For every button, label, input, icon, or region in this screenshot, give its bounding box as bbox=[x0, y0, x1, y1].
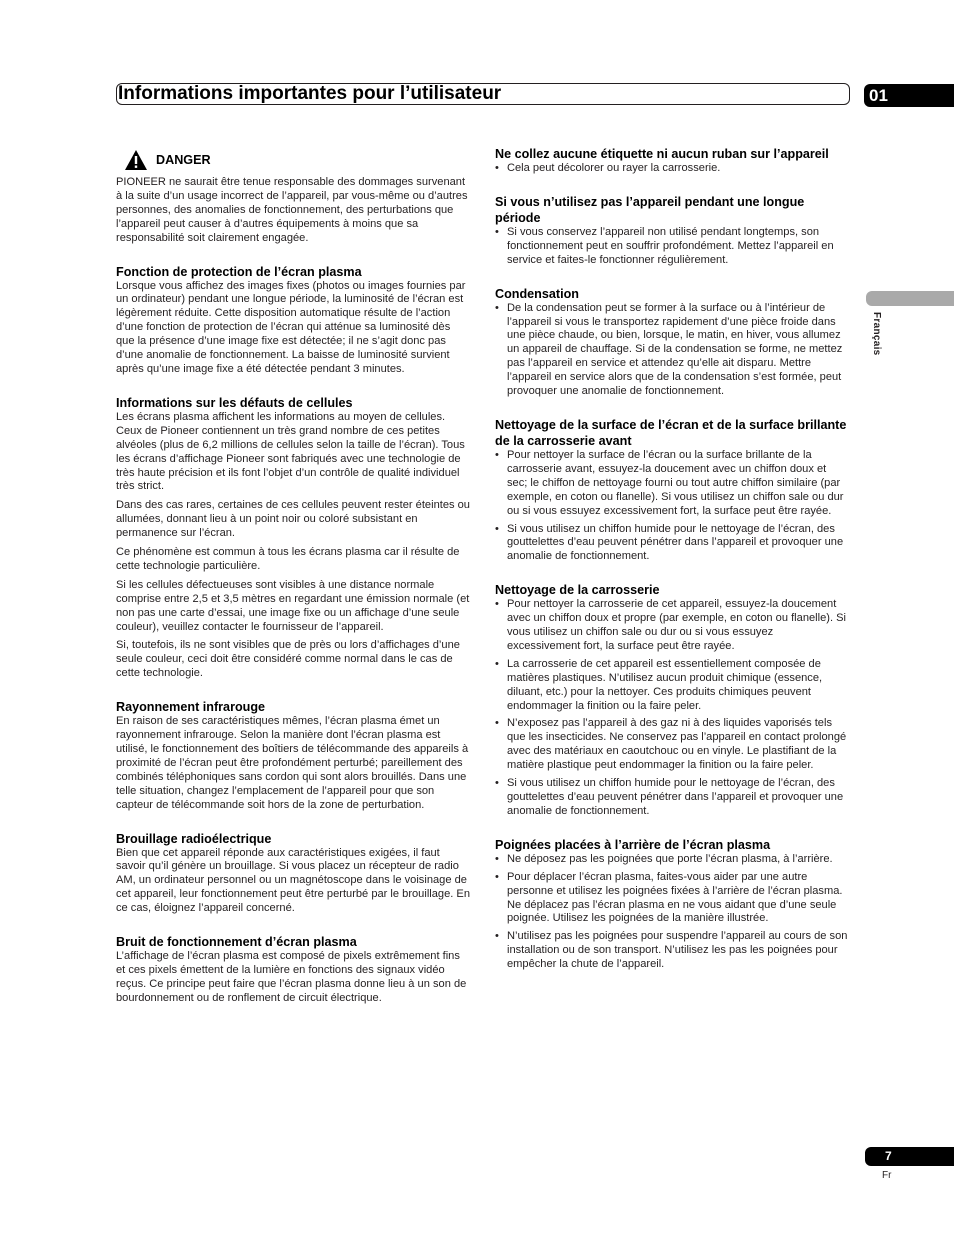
condensation-heading: Condensation bbox=[495, 286, 579, 301]
left-column bbox=[116, 146, 470, 1006]
longue-heading: Si vous n’utilisez pas l’appareil pendant une longue période bbox=[495, 194, 805, 225]
poignees-heading: Poignées placées à l’arrière de l’écran plasma bbox=[495, 837, 771, 852]
etiquette-list bbox=[495, 162, 849, 176]
defauts-text-1: Les écrans plasma affichent les informations au moyen de cellules. Ceux de Pioneer contiennent un très grand nombre de ces petites alvéoles (plus de 6,2 millions de cellules selon la taille de l’écran). Tous les écrans d’affichage Pioneer sont fabriqués avec une technologie de très haute précision et ils font l’objet d’un contrôle de qualité individuel très strict. bbox=[116, 410, 465, 493]
infrarouge-heading: Rayonnement infrarouge bbox=[116, 700, 266, 715]
defauts-text-4: Si les cellules défectueuses sont visibles à une distance normale comprise entre 2,5 et 3,5 mètres en regardant une émission normale (et non pas une carte d’essai, une image fixe ou un affichage d’une seule couleur), veuillez contacter le fournisseur de l’appareil. bbox=[116, 578, 470, 633]
defauts-text-5: Si, toutefois, ils ne sont visibles que de près ou lors d’affichages d’une seule couleur, ceci doit être considéré comme normal dans le cas de cette technologie. bbox=[116, 639, 460, 680]
defauts-text-3: Ce phénomène est commun à tous les écrans plasma car il résulte de cette technologie particulière. bbox=[116, 546, 460, 572]
list-item: • Ne déposez pas les poignées que porte l’écran plasma, à l’arrière. bbox=[495, 853, 849, 867]
list-item: • La carrosserie de cet appareil est essentiellement composée de matières plastiques. N’utilisez aucun produit chimique (essence, diluant, etc.) pour la nettoyer. Ces produits chimiques peuvent endommager la finition ou la faire peler. bbox=[495, 658, 849, 714]
list-item: • Pour déplacer l’écran plasma, faites-vous aider par une autre personne et utilisez les poignées fixées à l’arrière de l’écran plasma. Ne déplacez pas l’écran plasma en ne vous aidant que d’une seule poignée. Utilisez les poignées de la manière illustrée. bbox=[495, 871, 849, 927]
page-title: Informations importantes pour l’utilisateur bbox=[118, 83, 502, 104]
nettoyage-carrosserie-list bbox=[495, 598, 849, 819]
language-label: Français bbox=[871, 312, 882, 356]
poignees-list bbox=[495, 853, 849, 972]
defauts-heading: Informations sur les défauts de cellules bbox=[116, 395, 353, 410]
protection-heading: Fonction de protection de l’écran plasma bbox=[116, 264, 362, 279]
warning-triangle-icon bbox=[124, 149, 148, 171]
list-item: • Cela peut décolorer ou rayer la carrosserie. bbox=[495, 162, 849, 176]
bruit-text: L’affichage de l’écran plasma est composé de pixels extrêmement fins et ces pixels émettent de la lumière en fonctions des signaux vidéo reçus. Ce principe peut faire que l’écran plasma donne lieu à un son de bourdonnement ou de ronflement de circuit électrique. bbox=[116, 950, 467, 1004]
etiquette-heading: Ne collez aucune étiquette ni aucun ruban sur l’appareil bbox=[495, 147, 829, 161]
list-item: • Pour nettoyer la carrosserie de cet appareil, essuyez-la doucement avec un chiffon doux et propre (par exemple, en coton ou flanelle). Si vous utilisez un chiffon sale ou dur ou si vous essuyez excessivement fort, la surface peut être rayée. bbox=[495, 598, 849, 654]
bruit-heading: Bruit de fonctionnement d’écran plasma bbox=[116, 935, 357, 950]
list-item: • Pour nettoyer la surface de l’écran ou la surface brillante de la carrosserie avant, essuyez-la doucement avec un chiffon doux et sec; le chiffon de nettoyage fourni ou tout autre chiffon similaire (par exemple, en coton ou flanelle). Si vous utilisez un chiffon sale ou dur ou si vous essuyez excessivement fort, la surface peut être rayée. bbox=[495, 449, 849, 519]
nettoyage-carrosserie-heading: Nettoyage de la carrosserie bbox=[495, 583, 660, 598]
danger-heading bbox=[116, 146, 470, 174]
protection-text: Lorsque vous affichez des images fixes (photos ou images fournies par un ordinateur) pendant une longue période, la luminosité de l’écran est légèrement réduite. Cette disposition automatique résulte de l’action d’une fonction de protection de l’écran qui atténue sa luminosité dès que la présence d’une image fixe est détectée; il ne s’agit donc pas d’une anomalie de fonctionnement. La baisse de luminosité survient après qu’une image fixe a été détectée pendant 3 minutes. bbox=[116, 279, 466, 375]
nettoyage-ecran-heading: Nettoyage de la surface de l’écran et de la surface brillante de la carrosserie avant bbox=[495, 417, 847, 448]
chapter-tab: 01 bbox=[864, 84, 954, 107]
page-number: 7 bbox=[865, 1147, 954, 1166]
right-column bbox=[495, 146, 849, 972]
list-item: • Si vous utilisez un chiffon humide pour le nettoyage de l’écran, des gouttelettes d’eau peuvent pénétrer dans l’appareil et provoquer une anomalie de fonctionnement. bbox=[495, 777, 849, 819]
list-item: • De la condensation peut se former à la surface ou à l’intérieur de l’appareil si vous le transportez rapidement d’une pièce froide dans une pièce chaude, ou bien, lorsque, le matin, en hiver, vous allumez un appareil de chauffage. Si de la condensation se forme, ne mettez pas l’appareil en service et attendez qu’elle ait disparu. Mettre l’appareil en service alors que de la condensation s’est formée, peut provoquer une anomalie de fonctionnement. bbox=[495, 302, 849, 399]
defauts-text-2: Dans des cas rares, certaines de ces cellules peuvent rester éteintes ou allumées, donnant lieu à un point noir ou coloré subsistant en permanence sur l’écran. bbox=[116, 499, 470, 540]
list-item: • N’utilisez pas les poignées pour suspendre l’appareil au cours de son installation ou de son transport. N’utilisez les pas les poignées pour empêcher la chute de l’appareil. bbox=[495, 930, 849, 972]
list-item: • N’exposez pas l’appareil à des gaz ni à des liquides vaporisés tels que les insecticides. Ne conservez pas l’appareil en contact prolongé avec des matériaux en caoutchouc ou en vinyle. Le plastifiant de la matière plastique peut endommager la finition ou la faire peler. bbox=[495, 717, 849, 773]
danger-title: DANGER bbox=[156, 153, 211, 167]
infrarouge-text: En raison de ses caractéristiques mêmes, l’écran plasma émet un rayonnement infrarouge. Selon la manière dont l’écran plasma est utilisé, le fonctionnement des boîtiers de télécommande des appareils à proximité de l’écran peut être profondément perturbé; pareillement des combinés téléphoniques sans cordon qui sont alors brouillés. Dans une telle situation, changez l’emplacement de l’appareil pour que son capteur de télécommande soit hors de la zone de perturbation. bbox=[116, 715, 469, 811]
nettoyage-ecran-list bbox=[495, 449, 849, 564]
danger-text: PIONEER ne saurait être tenue responsable des dommages survenant à la suite d’un usage incorrect de l’appareil, par vous-même ou d’autres personnes, des anomalies de fonctionnement, des perturbations que l’appareil peut causer à d’autres équipements à moins que sa responsabilité soit clairement engagée. bbox=[116, 176, 468, 244]
longue-list bbox=[495, 226, 849, 268]
condensation-list bbox=[495, 302, 849, 399]
brouillage-heading: Brouillage radioélectrique bbox=[116, 831, 272, 846]
list-item: • Si vous utilisez un chiffon humide pour le nettoyage de l’écran, des gouttelettes d’eau peuvent pénétrer dans l’appareil et provoquer une anomalie de fonctionnement. bbox=[495, 523, 849, 565]
language-code: Fr bbox=[882, 1170, 892, 1181]
list-item: • Si vous conservez l’appareil non utilisé pendant longtemps, son fonctionnement peut en souffrir profondément. Mettez l’appareil en service et faites-le fonctionner régulièrement. bbox=[495, 226, 849, 268]
language-tab bbox=[866, 291, 954, 306]
brouillage-text: Bien que cet appareil réponde aux caractéristiques exigées, il faut savoir qu’il génère un brouillage. Si vous placez un récepteur de radio AM, un ordinateur personnel ou un magnétoscope dans le voisinage de cet appareil, leur fonctionnement peut être perturbé par le brouillage. En ce cas, éloignez l’appareil concerné. bbox=[116, 846, 470, 915]
